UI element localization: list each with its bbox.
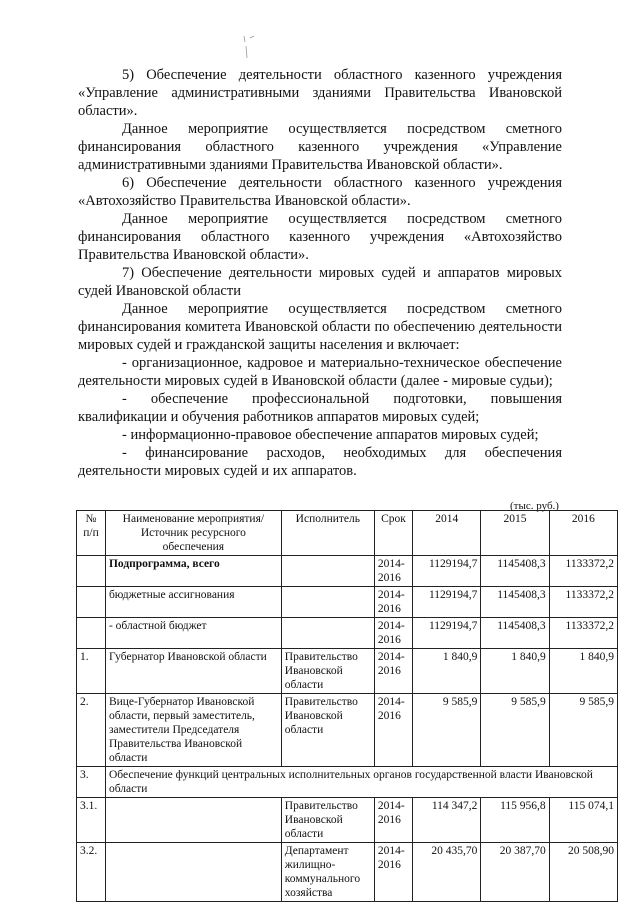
cell-executor: Правительство Ивановской области <box>281 649 374 694</box>
cell-term: 2014-2016 <box>374 587 412 618</box>
cell-2015: 1145408,3 <box>481 587 549 618</box>
header-term: Срок <box>374 511 412 556</box>
cell-executor <box>281 556 374 587</box>
cell-no: 2. <box>77 694 106 767</box>
cell-no: 3. <box>77 767 106 798</box>
cell-2016: 1133372,2 <box>549 556 617 587</box>
paragraph-7-title: 7) Обеспечение деятельности мировых судей и аппаратов мировых судей Ивановской области <box>78 265 562 299</box>
table-row <box>77 798 618 843</box>
list-item: - информационно-правовое обеспечение аппаратов мировых судей; <box>122 427 539 443</box>
units-note: (тыс. руб.) <box>510 500 559 512</box>
list-item: - организационное, кадровое и материально-техническое обеспечение деятельности мировых судей в Ивановской области (далее - мировые судьи); <box>78 355 562 389</box>
cell-2014: 9 585,9 <box>413 694 481 767</box>
cell-name: Вице-Губернатор Ивановской области, первый заместитель, заместители Председателя Правительства Ивановской области <box>105 694 281 767</box>
cell-executor: Правительство Ивановской области <box>281 694 374 767</box>
cell-2014: 20 435,70 <box>413 843 481 902</box>
header-executor: Исполнитель <box>281 511 374 556</box>
paragraph-5-title: 5) Обеспечение деятельности областного казенного учреждения «Управление административными зданиями Правительства Ивановской области». <box>78 67 562 119</box>
cell-executor <box>281 618 374 649</box>
cell-2015: 20 387,70 <box>481 843 549 902</box>
cell-2014: 1 840,9 <box>413 649 481 694</box>
cell-executor: Департамент жилищно-коммунального хозяйства <box>281 843 374 902</box>
cell-no: 1. <box>77 649 106 694</box>
body-text <box>78 66 562 480</box>
list-item: - обеспечение профессиональной подготовки, повышения квалификации и обучения работников аппаратов мировых судей; <box>78 391 562 425</box>
cell-no <box>77 618 106 649</box>
cell-term: 2014-2016 <box>374 843 412 902</box>
cell-2016: 20 508,90 <box>549 843 617 902</box>
section-title: Обеспечение функций центральных исполнительных органов государственной власти Ивановской области <box>105 767 617 798</box>
cell-no: 3.1. <box>77 798 106 843</box>
cell-term: 2014-2016 <box>374 694 412 767</box>
financing-table <box>76 510 618 902</box>
cell-name <box>105 798 281 843</box>
cell-executor <box>281 587 374 618</box>
table-section-row <box>77 767 618 798</box>
cell-no <box>77 556 106 587</box>
table-row <box>77 843 618 902</box>
cell-2014: 1129194,7 <box>413 556 481 587</box>
header-2016: 2016 <box>549 511 617 556</box>
cell-2016: 115 074,1 <box>549 798 617 843</box>
cell-2016: 1133372,2 <box>549 587 617 618</box>
cell-executor: Правительство Ивановской области <box>281 798 374 843</box>
cell-2014: 1129194,7 <box>413 587 481 618</box>
cell-term: 2014-2016 <box>374 556 412 587</box>
table-row <box>77 587 618 618</box>
cell-name: - областной бюджет <box>105 618 281 649</box>
cell-2015: 1 840,9 <box>481 649 549 694</box>
cell-name: бюджетные ассигнования <box>105 587 281 618</box>
cell-name <box>105 843 281 902</box>
paragraph-6-body: Данное мероприятие осуществляется посредством сметного финансирования областного казенного учреждения «Автохозяйство Правительства Ивановской области». <box>78 211 562 263</box>
cell-2014: 114 347,2 <box>413 798 481 843</box>
table-row <box>77 556 618 587</box>
paragraph-6-title: 6) Обеспечение деятельности областного казенного учреждения «Автохозяйство Правительства Ивановской области». <box>78 175 562 209</box>
header-no: № п/п <box>77 511 106 556</box>
cell-2015: 9 585,9 <box>481 694 549 767</box>
header-name: Наименование мероприятия/ Источник ресурсного обеспечения <box>105 511 281 556</box>
cell-2015: 1145408,3 <box>481 556 549 587</box>
cell-2016: 1133372,2 <box>549 618 617 649</box>
cell-term: 2014-2016 <box>374 798 412 843</box>
cell-2015: 1145408,3 <box>481 618 549 649</box>
cell-name: Губернатор Ивановской области <box>105 649 281 694</box>
paragraph-5-body: Данное мероприятие осуществляется посредством сметного финансирования областного казенного учреждения «Управление административными зданиями Правительства Ивановской области». <box>78 121 562 173</box>
table-row <box>77 694 618 767</box>
cell-term: 2014-2016 <box>374 618 412 649</box>
cell-2014: 1129194,7 <box>413 618 481 649</box>
table-row <box>77 649 618 694</box>
cell-2015: 115 956,8 <box>481 798 549 843</box>
table-row <box>77 618 618 649</box>
cell-term: 2014-2016 <box>374 649 412 694</box>
cell-2016: 9 585,9 <box>549 694 617 767</box>
cell-no <box>77 587 106 618</box>
header-2014: 2014 <box>413 511 481 556</box>
margin-pen-mark <box>236 34 258 60</box>
table-header-row <box>77 511 618 556</box>
paragraph-7-body: Данное мероприятие осуществляется посредством сметного финансирования комитета Ивановской области по обеспечению деятельности мировых судей и гражданской защиты населения и включает: <box>78 301 562 353</box>
cell-no: 3.2. <box>77 843 106 902</box>
cell-name: Подпрограмма, всего <box>105 556 281 587</box>
header-2015: 2015 <box>481 511 549 556</box>
list-item: - финансирование расходов, необходимых для обеспечения деятельности мировых судей и их аппаратов. <box>78 445 562 479</box>
cell-2016: 1 840,9 <box>549 649 617 694</box>
